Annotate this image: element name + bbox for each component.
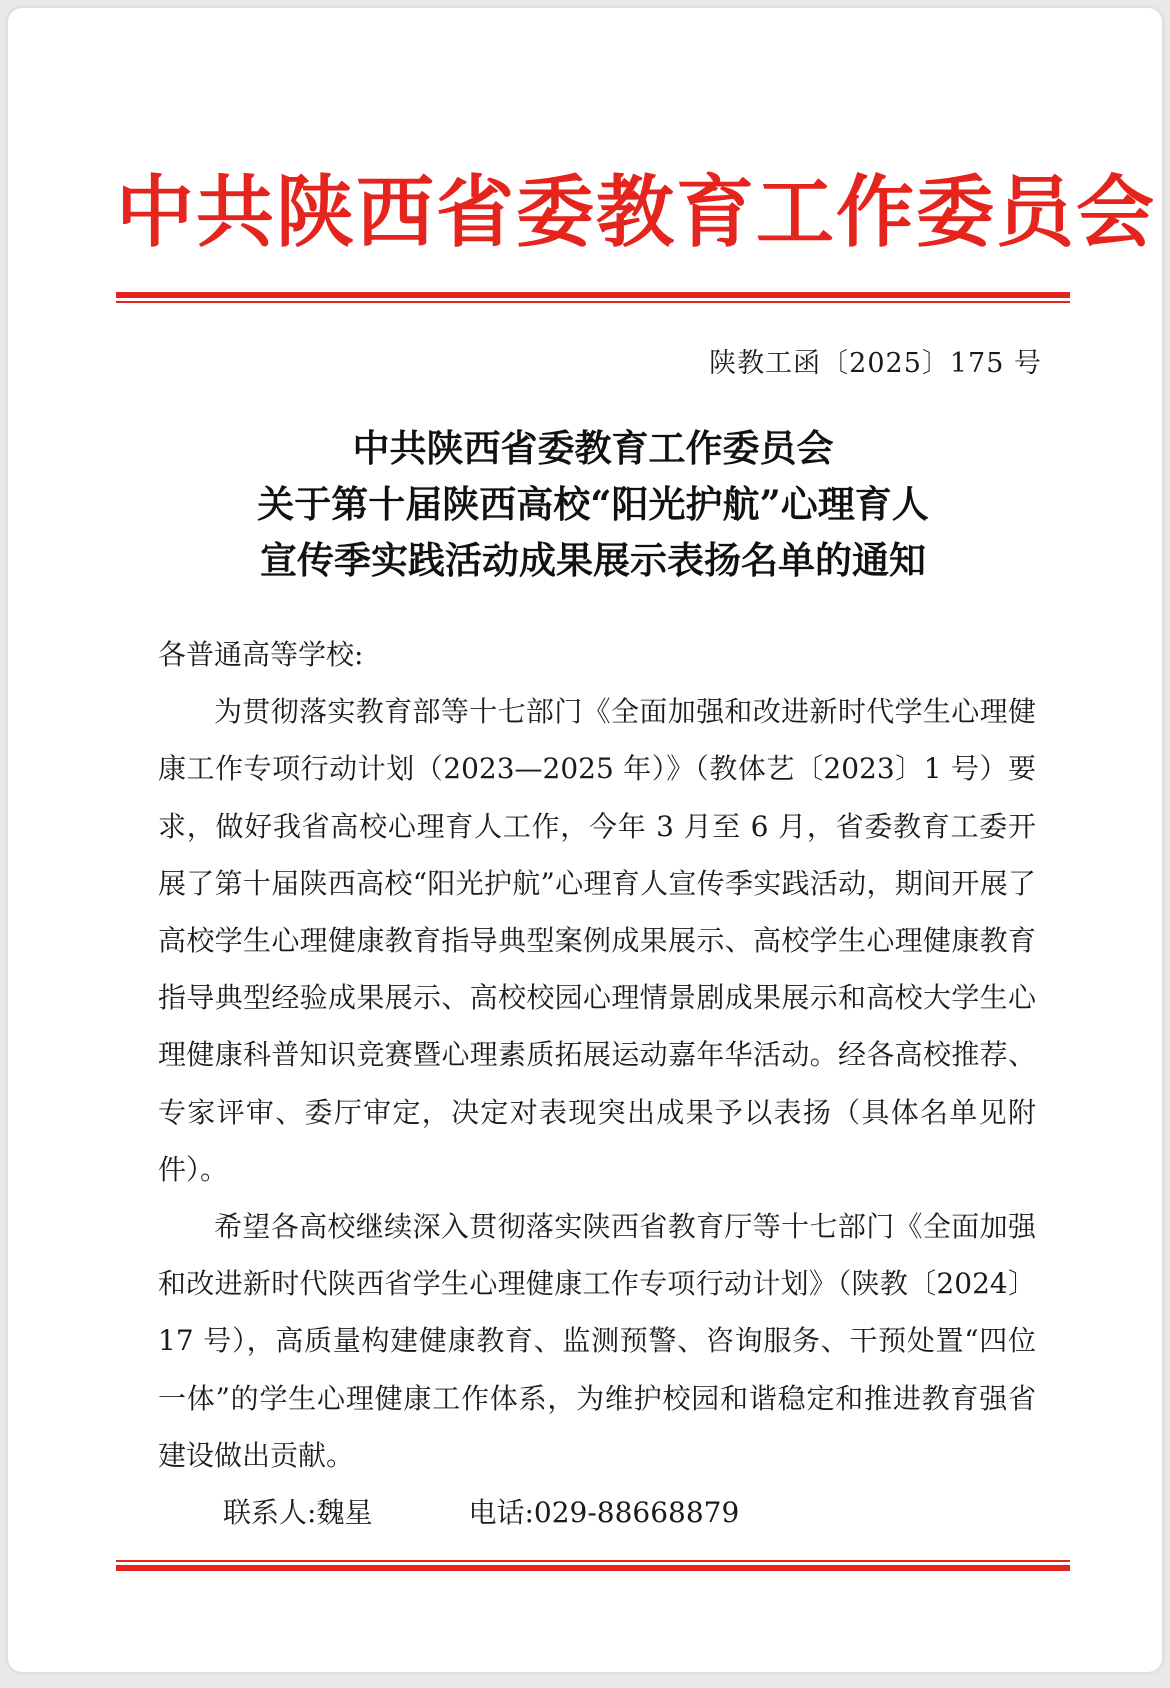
document-title — [108, 420, 1078, 588]
contact-line — [223, 1488, 739, 1538]
body-paragraph: 为贯彻落实教育部等十七部门《全面加强和改进新时代学生心理健康工作专项行动计划（2023—2025 年）》（教体艺〔2023〕1 号）要求，做好我省高校心理育人工作，今年 3 月至 6 月，省委教育工委开展了第十届陕西高校“阳光护航”心理育人宣传季实践活动，期间开展了高校学生心理健康教育指导典型案例成果展示、高校学生心理健康教育指导典型经验成果展示、高校校园心理情景剧成果展示和高校大学生心理健康科普知识竞赛暨心理素质拓展运动嘉年华活动。经各高校推荐、专家评审、委厅审定，决定对表现突出成果予以表扬（具体名单见附件）。 — [158, 695, 1036, 1186]
document-page — [8, 8, 1162, 1672]
footer-red-rule — [116, 1560, 1070, 1571]
document-title-line: 关于第十届陕西高校“阳光护航”心理育人 — [257, 482, 929, 526]
salutation: 各普通高等学校: — [158, 638, 364, 671]
document-title-line: 宣传季实践活动成果展示表扬名单的通知 — [260, 538, 926, 582]
document-title-line: 中共陕西省委教育工作委员会 — [352, 426, 834, 470]
contact-person-label: 联系人: — [223, 1496, 317, 1529]
contact-phone-label: 电话: — [468, 1496, 534, 1529]
red-rule-thick-line — [116, 292, 1070, 298]
masthead-org-name: 中共陕西省委教育工作委员会 — [116, 168, 1157, 258]
red-rule-thin-line — [116, 301, 1070, 303]
red-rule-thin-line — [116, 1560, 1070, 1562]
masthead-red-rule — [116, 292, 1070, 303]
body-paragraph: 希望各高校继续深入贯彻落实陕西省教育厅等十七部门《全面加强和改进新时代陕西省学生心理健康工作专项行动计划》（陕教〔2024〕17 号），高质量构建健康教育、监测预警、咨询服务、干预处置“四位一体”的学生心理健康工作体系，为维护校园和谐稳定和推进教育强省建设做出贡献。 — [158, 1210, 1036, 1472]
contact-phone-number: 029-88668879 — [533, 1496, 740, 1529]
document-number: 陕教工函〔2025〕175 号 — [709, 348, 1042, 379]
red-rule-thick-line — [116, 1565, 1070, 1571]
document-body — [158, 626, 1036, 1484]
contact-person-name: 魏星 — [316, 1496, 373, 1529]
